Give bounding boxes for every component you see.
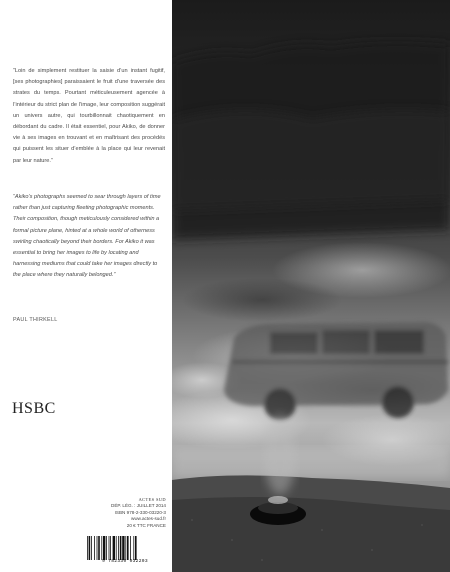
publisher-website: www.actes-sud.fr bbox=[131, 516, 166, 522]
barcode-bars bbox=[86, 536, 166, 560]
legal-deposit: DÉP. LÉG. : JUILLET 2014 bbox=[111, 503, 166, 508]
publisher-info bbox=[76, 497, 166, 529]
photo-image bbox=[172, 0, 450, 572]
sponsor-logo: HSBC bbox=[12, 400, 56, 417]
barcode bbox=[82, 534, 168, 566]
cover-photograph bbox=[172, 0, 450, 572]
quote-author: PAUL THIRKELL bbox=[13, 317, 58, 323]
french-quote: “Loin de simplement restituer la saisie d’un instant fugitif, [ses photographies] paraissaient le fruit d’une traversée des strates du temps. Pourtant méticuleusement agencée à l’intérieur du strict plan de l’image, leur composition suggérait un univers autre, qui tourbillonnait chaotiquement en débordant du cadre. Il était essentiel, pour Akiko, de donner vie à ses images en trouvant et en maîtrisant des procédés qui puissent les situer d’emblée à la place qui leur revenait par leur nature.” bbox=[13, 68, 165, 164]
barcode-digits: 9 782330 032203 bbox=[102, 559, 148, 564]
english-quote: “Akiko’s photographs seemed to sear through layers of time rather than just capturing fleeting photographic moments. Their composition, though meticulously considered within a formal picture plane, hinted at a whole world of otherness swirling chaotically beyond their borders. For Akiko it was essential to bring her images to life by locating and harnessing mediums that could take her images directly to the place where they naturally belonged.” bbox=[13, 194, 161, 279]
isbn: ISBN 978-2-330-03220-3 bbox=[114, 509, 166, 515]
price: 20 € TTC FRANCE bbox=[126, 522, 166, 528]
publisher-imprint: ACTES SUD bbox=[138, 497, 166, 502]
text-panel bbox=[0, 0, 172, 572]
